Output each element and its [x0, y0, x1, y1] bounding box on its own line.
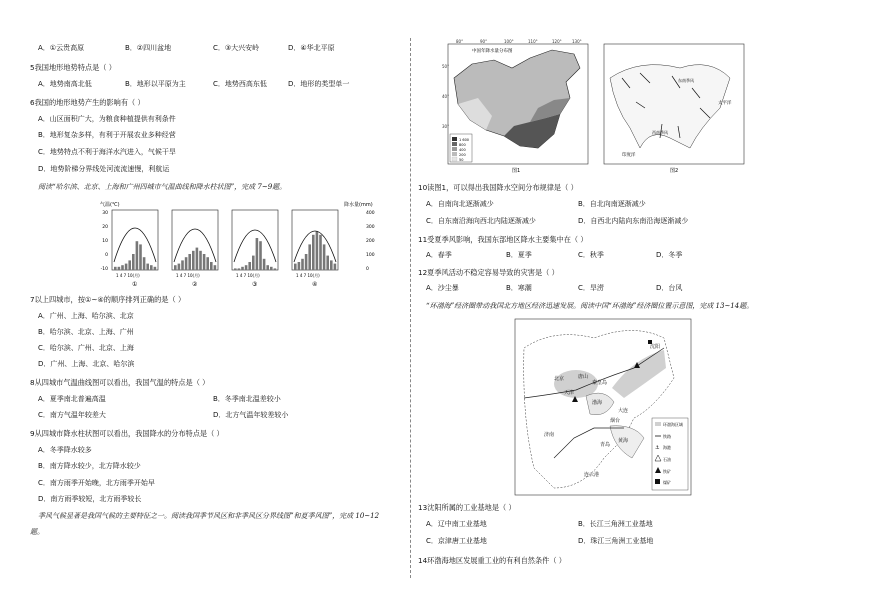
precip-bar	[214, 265, 217, 270]
q14-stem: 14环渤海地区发展重工业的有利自然条件（ ）	[418, 556, 566, 565]
figure-1-precipitation-map	[442, 38, 592, 174]
city-beijing: 北京	[554, 376, 565, 382]
q11-option-a[interactable]: A．春季	[426, 251, 452, 259]
precip-bar	[139, 244, 142, 270]
precip-bar	[270, 267, 273, 270]
label-pacific: 太平洋	[718, 101, 732, 106]
q9-option-c[interactable]: C．南方雨季开始晚，北方雨季开始早	[38, 479, 155, 487]
label-wind2: 西南季风	[652, 130, 668, 135]
figure-1-legend	[450, 134, 472, 162]
lon-120: 120°	[552, 39, 562, 44]
q12-option-b[interactable]: B．寒潮	[506, 284, 532, 292]
precip-bar	[319, 235, 322, 270]
precip-bar	[263, 259, 266, 270]
q4-option-b[interactable]: B．②四川盆地	[125, 44, 172, 52]
q8-option-b[interactable]: B．冬季南北温差较小	[213, 395, 281, 403]
temp-tick-30: 30	[102, 211, 108, 216]
anchor-icon: ⚓	[655, 445, 660, 451]
month-ticks: 1 4 7 10(月)	[176, 273, 200, 278]
city-tianjin: 天津	[564, 390, 575, 396]
precip-bar	[210, 262, 213, 270]
q8-option-d[interactable]: D．北方气温年较差较小	[213, 411, 289, 419]
q8-option-c[interactable]: C．南方气温年较差大	[38, 411, 106, 419]
q7-option-d[interactable]: D．广州、上海、北京、哈尔滨	[38, 360, 135, 368]
q5-stem: 5我国地形地势特点是（ ）	[30, 63, 116, 72]
figure-1-caption: 图1	[512, 168, 521, 174]
precip-bar	[298, 262, 301, 270]
intro-13-14: “环渤海”经济圈带动我国北方地区经济迅速发展。阅读中国“环渤海”经济圈位置示意图，完成 13~14题。	[426, 302, 754, 310]
figure-1-title: 中国年降水量分布图	[472, 49, 513, 54]
precip-bar	[301, 259, 304, 270]
q12-option-c[interactable]: C．旱涝	[578, 284, 604, 292]
q10-option-a[interactable]: A．自南向北逐渐减少	[426, 200, 494, 208]
climate-charts	[94, 198, 384, 288]
climate-panel-frame	[172, 210, 218, 270]
precip-bar	[266, 265, 269, 270]
precip-bar	[154, 267, 157, 270]
precip-bar	[143, 257, 146, 270]
intro-10-12-line2: 题。	[30, 528, 44, 536]
legend-railway: 铁路	[663, 434, 671, 439]
precip-bar	[128, 260, 131, 270]
q13-option-d[interactable]: D．珠江三角洲工业基地	[578, 537, 654, 545]
precip-bar	[241, 267, 244, 270]
legend-400: 400	[459, 148, 466, 152]
legend-1600: 1 600	[459, 138, 470, 142]
q6-option-c[interactable]: C．地势特点不利于海洋水汽进入，气候干旱	[38, 148, 176, 156]
q11-option-b[interactable]: B．夏季	[506, 251, 532, 259]
figure-2-caption: 图2	[670, 168, 679, 174]
precip-bar	[188, 254, 191, 270]
precip-axis-title: 降水量(mm)	[344, 202, 373, 208]
label-indian-ocean: 印度洋	[622, 153, 636, 158]
q12-option-d[interactable]: D．台风	[656, 284, 683, 292]
intro-10-12-line1: 季风气候显著是我国气候的主要特征之一。阅读我国季节风区和非季风区分界线图”和夏季风图”，完成 10~12	[38, 512, 380, 520]
city-jinan: 济南	[544, 432, 555, 438]
temp-tick-20: 20	[102, 225, 108, 230]
q7-option-b[interactable]: B．哈尔滨、北京、上海、广州	[38, 328, 134, 336]
climate-panel-frame	[112, 210, 158, 270]
city-shenyang: 沈阳	[650, 344, 661, 350]
precip-bar	[150, 265, 153, 270]
q5-option-b[interactable]: B．地形以平原为主	[125, 80, 186, 88]
lon-80: 80°	[456, 39, 464, 44]
precip-bar	[308, 244, 311, 270]
legend-coal: 煤矿	[663, 480, 671, 485]
climate-panel-label: ②	[192, 281, 198, 288]
precip-bar	[114, 267, 117, 270]
lon-130: 130°	[572, 39, 582, 44]
precip-bar	[125, 264, 128, 270]
label-bohai: 渤海	[592, 400, 603, 406]
precip-bar	[192, 251, 195, 270]
legend-50: 50	[459, 158, 464, 162]
precip-bar	[178, 264, 181, 270]
month-ticks: 1 4 7 10(月)	[296, 273, 320, 278]
precip-bar	[203, 254, 206, 270]
city-lianyungang: 连云港	[584, 472, 600, 478]
q7-stem: 7以上四城市，按①~④的顺序排列正确的是（ ）	[30, 295, 186, 304]
q4-option-a[interactable]: A．①云贵高原	[38, 44, 85, 52]
coal-legend-icon	[655, 479, 660, 484]
q13-option-a[interactable]: A．辽中南工业基地	[426, 520, 487, 528]
q4-option-c[interactable]: C．③大兴安岭	[213, 44, 260, 52]
figure-2-monsoon-map	[600, 38, 748, 174]
q10-option-d[interactable]: D．自西北内陆向东南沿海逐渐减少	[578, 217, 689, 225]
q6-option-b[interactable]: B．地形复杂多样，有利于开展农业多种经营	[38, 131, 176, 139]
climate-panel-label: ④	[312, 281, 318, 288]
precip-bar	[146, 264, 149, 270]
city-qingdao: 青岛	[600, 442, 611, 448]
lat-50: 50°	[442, 64, 450, 69]
q8-stem: 8从四城市气温曲线图可以看出，我国气温的特点是（ ）	[30, 378, 210, 387]
q7-option-a[interactable]: A．广州、上海、哈尔滨、北京	[38, 312, 134, 320]
precip-tick-200: 200	[366, 239, 375, 244]
precip-tick-0: 0	[366, 267, 369, 272]
climate-panel-label: ①	[132, 281, 138, 288]
precip-bar	[199, 251, 202, 270]
precip-bar	[312, 235, 315, 270]
coal-mine-marker	[648, 340, 652, 344]
precip-bar	[181, 260, 184, 270]
precip-bar	[323, 244, 326, 270]
q9-stem: 9从四城市降水柱状图可以看出，我国降水的分布特点是（ ）	[30, 429, 224, 438]
precip-bar	[305, 254, 308, 270]
city-tangshan: 唐山	[578, 374, 589, 380]
legend-oil: 石油	[663, 457, 671, 462]
q13-stem: 13沈阳所属的工业基地是（ ）	[418, 503, 516, 512]
precip-bar	[132, 254, 135, 270]
q12-stem: 12夏季风活动不稳定容易导致的灾害是（ ）	[418, 268, 559, 277]
q13-option-b[interactable]: B．长江三角洲工业基地	[578, 520, 653, 528]
legend-port: 海港	[663, 445, 671, 450]
q9-option-d[interactable]: D．南方雨季较短，北方雨季较长	[38, 495, 142, 503]
q6-option-a[interactable]: A．山区面积广大，为粮食种植提供有利条件	[38, 115, 176, 123]
temp-tick-minus10: -10	[100, 267, 108, 272]
precip-bar	[334, 264, 337, 270]
precip-tick-100: 100	[366, 253, 375, 258]
q5-option-a[interactable]: A．地势南高北低	[38, 80, 92, 88]
lon-100: 100°	[504, 39, 514, 44]
month-ticks: 1 4 7 10(月)	[116, 273, 140, 278]
temp-tick-0: 0	[105, 253, 108, 258]
precip-bar	[259, 241, 262, 270]
precip-bar	[274, 268, 277, 270]
precip-bar	[316, 232, 319, 270]
q10-option-b[interactable]: B．自北向南逐渐减少	[578, 200, 646, 208]
q5-option-c[interactable]: C．地势西高东低	[213, 80, 267, 88]
bohai-rim-map	[514, 318, 692, 496]
lat-30: 30°	[442, 124, 450, 129]
lon-110: 110°	[528, 39, 538, 44]
precip-bar	[294, 264, 297, 270]
q5-option-d[interactable]: D．地形的类型单一	[288, 80, 350, 88]
q7-option-c[interactable]: C．哈尔滨、广州、北京、上海	[38, 344, 134, 352]
precip-bar	[252, 256, 255, 270]
precip-bar	[185, 257, 188, 270]
label-huanghai: 黄海	[618, 438, 629, 444]
q10-stem: 10读图1，可以得出我国降水空间分布规律是（ ）	[418, 183, 578, 192]
label-wind1: 东南季风	[678, 78, 694, 83]
precip-bar	[234, 268, 237, 270]
precip-bar	[330, 260, 333, 270]
climate-panel-frame	[232, 210, 278, 270]
intro-7-9: 阅读“哈尔滨、北京、上海和广州四城市气温曲线和降水柱状图”，完成 7~9题。	[38, 183, 287, 191]
precip-bar	[238, 268, 241, 270]
precip-bar	[206, 257, 209, 270]
precip-tick-300: 300	[366, 225, 375, 230]
precip-bar	[256, 238, 259, 270]
q13-option-c[interactable]: C．京津唐工业基地	[426, 537, 487, 545]
q10-option-c[interactable]: C．自东南沿海向西北内陆逐渐减少	[426, 217, 536, 225]
legend-iron: 铁矿	[663, 469, 671, 474]
legend-200: 200	[459, 153, 466, 157]
q9-option-b[interactable]: B．南方降水较少，北方降水较少	[38, 462, 141, 470]
city-yantai: 烟台	[610, 418, 621, 424]
climate-panel-label: ③	[252, 281, 258, 288]
legend-800: 800	[459, 143, 466, 147]
legend-region: 环渤海区域	[663, 422, 683, 427]
q11-option-d[interactable]: D．冬季	[656, 251, 683, 259]
q6-option-d[interactable]: D．地势阶梯分界线处河流流速慢，利航运	[38, 165, 170, 173]
precip-tick-400: 400	[366, 211, 375, 216]
q11-option-c[interactable]: C．秋季	[578, 251, 604, 259]
precip-bar	[326, 256, 329, 270]
q12-option-a[interactable]: A．沙尘暴	[426, 284, 459, 292]
precip-bar	[118, 267, 121, 270]
month-ticks: 1 4 7 10(月)	[236, 273, 260, 278]
precip-bar	[248, 262, 251, 270]
q4-option-d[interactable]: D．④华北平原	[288, 44, 335, 52]
q6-stem: 6我国的地形地势产生的影响有（ ）	[30, 98, 145, 107]
bohai-map-legend	[652, 418, 688, 490]
city-qinhuangdao: 秦皇岛	[592, 380, 608, 386]
city-dalian: 大连	[618, 408, 629, 414]
temp-axis-title: 气温(℃)	[100, 202, 120, 208]
lat-40: 40°	[442, 94, 450, 99]
precip-bar	[136, 241, 139, 270]
column-divider	[410, 38, 411, 578]
q11-stem: 11受夏季风影响，我国东部地区降水主要集中在（ ）	[418, 235, 588, 244]
lon-90: 90°	[480, 39, 488, 44]
temp-tick-10: 10	[102, 239, 108, 244]
precip-bar	[196, 248, 199, 270]
q9-option-a[interactable]: A．冬季降水较多	[38, 446, 92, 454]
precip-bar	[121, 265, 124, 270]
precip-bar	[245, 265, 248, 270]
q8-option-a[interactable]: A．夏季南北普遍高温	[38, 395, 106, 403]
precip-bar	[174, 265, 177, 270]
